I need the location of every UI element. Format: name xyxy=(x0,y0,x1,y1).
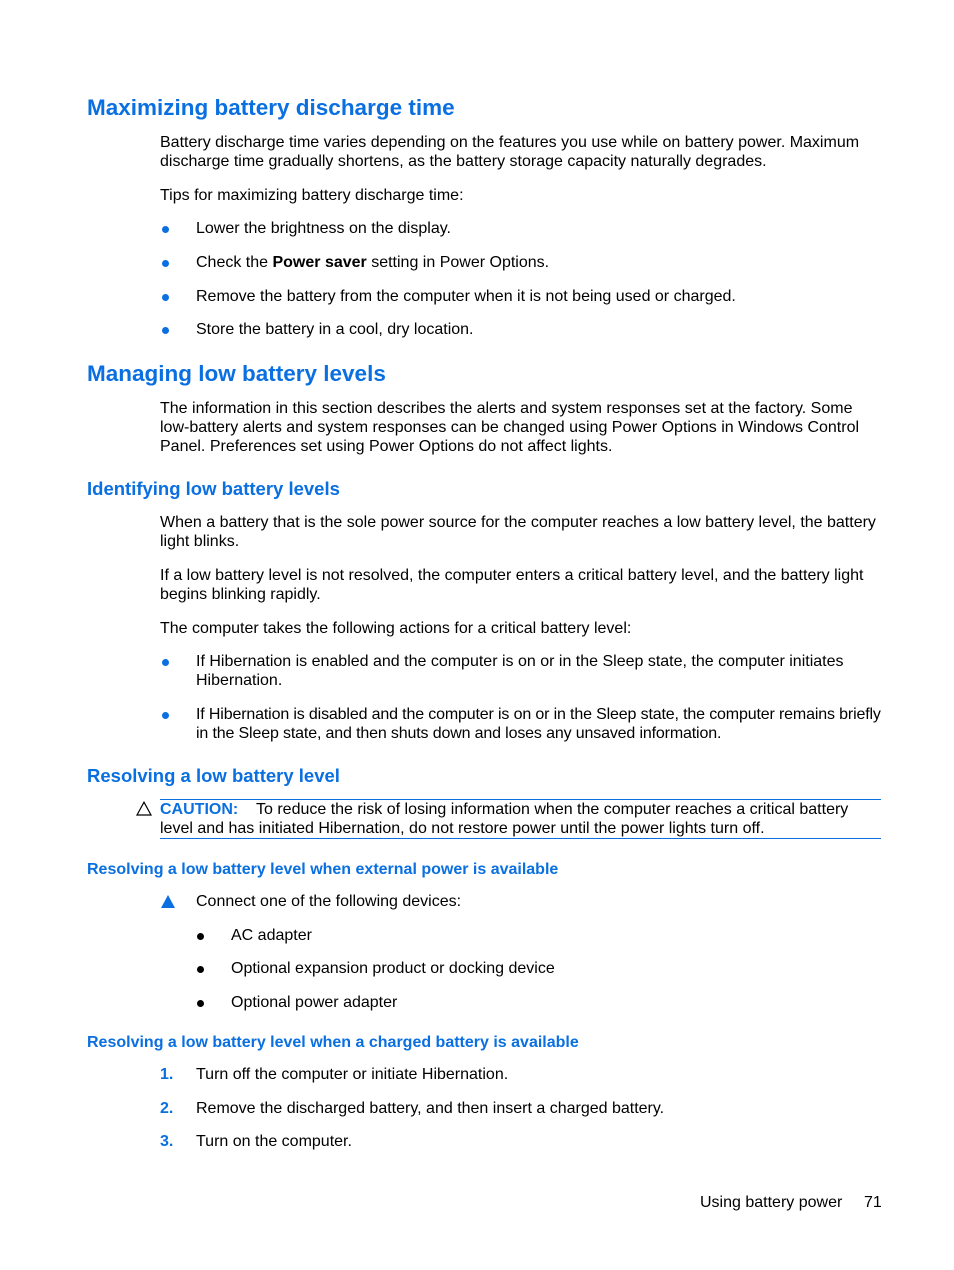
bullet-icon xyxy=(162,712,169,719)
device-item: AC adapter xyxy=(231,927,312,944)
tips-lead-paragraph: Tips for maximizing battery discharge time: xyxy=(160,187,464,204)
caution-text: To reduce the risk of losing information when the computer reaches a critical battery level and has initiated Hibernation, do not restore power until the power lights turn off. xyxy=(160,801,849,837)
bullet-icon xyxy=(162,260,169,267)
footer-section-title: Using battery power xyxy=(700,1194,843,1211)
subheading-resolving: Resolving a low battery level xyxy=(87,765,340,786)
action-item: If Hibernation is disabled and the computer is on or in the Sleep state, the computer remains briefly in the Sleep state, and then shuts down and loses any unsaved information. xyxy=(196,706,881,742)
identifying-paragraph-2: If a low battery level is not resolved, the computer enters a critical battery level, and the battery light begins blinking rapidly. xyxy=(160,567,864,603)
bullet-icon xyxy=(162,327,169,334)
identifying-paragraph-3: The computer takes the following actions for a critical battery level: xyxy=(160,620,632,637)
bullet-icon xyxy=(197,933,204,940)
step-text: Turn on the computer. xyxy=(196,1133,352,1150)
page-number: 71 xyxy=(864,1194,882,1211)
bullet-icon xyxy=(197,1000,204,1007)
action-item: If Hibernation is enabled and the computer is on or in the Sleep state, the computer initiates Hibernation. xyxy=(196,653,844,689)
step-number: 2. xyxy=(160,1100,174,1117)
step-triangle-icon xyxy=(161,895,175,908)
tip-item: Remove the battery from the computer when it is not being used or charged. xyxy=(196,288,736,305)
bullet-icon xyxy=(162,294,169,301)
tip-item xyxy=(196,253,886,272)
section-heading-low-battery: Managing low battery levels xyxy=(87,361,386,386)
subheading-identifying: Identifying low battery levels xyxy=(87,478,340,499)
identifying-paragraph-1: When a battery that is the sole power source for the computer reaches a low battery level, the battery light blinks. xyxy=(160,514,876,550)
section-heading-discharge-time: Maximizing battery discharge time xyxy=(87,95,455,120)
device-item: Optional expansion product or docking device xyxy=(231,960,555,977)
warning-triangle-icon xyxy=(136,801,152,816)
step-text: Remove the discharged battery, and then insert a charged battery. xyxy=(196,1100,665,1117)
caution-paragraph xyxy=(160,800,882,838)
tip-prefix: Check the xyxy=(196,254,273,271)
power-saver-term: Power saver xyxy=(272,254,367,271)
device-item: Optional power adapter xyxy=(231,994,398,1011)
discharge-intro-paragraph: Battery discharge time varies depending on the features you use while on battery power. Maximum discharge time gradually shortens, as the battery storage capacity naturally degrades. xyxy=(160,134,860,170)
tip-item: Lower the brightness on the display. xyxy=(196,220,451,237)
step-number: 1. xyxy=(160,1066,174,1083)
bullet-icon xyxy=(162,659,169,666)
caution-bottom-rule xyxy=(160,838,881,839)
step-text: Turn off the computer or initiate Hibernation. xyxy=(196,1066,509,1083)
bullet-icon xyxy=(197,966,204,973)
low-battery-intro-paragraph: The information in this section describes the alerts and system responses set at the factory. Some low-battery alerts and system responses can be changed using Power Options in Windows Control Panel. Preferences set using Power Options do not affect lights. xyxy=(160,400,860,455)
tip-item: Store the battery in a cool, dry location. xyxy=(196,321,474,338)
caution-label: CAUTION: xyxy=(160,801,239,818)
bullet-icon xyxy=(162,226,169,233)
subsubheading-external-power: Resolving a low battery level when external power is available xyxy=(87,861,559,878)
tip-suffix: setting in Power Options. xyxy=(366,254,550,271)
subsubheading-charged-battery: Resolving a low battery level when a charged battery is available xyxy=(87,1034,579,1051)
external-step: Connect one of the following devices: xyxy=(196,893,462,910)
step-number: 3. xyxy=(160,1133,174,1150)
